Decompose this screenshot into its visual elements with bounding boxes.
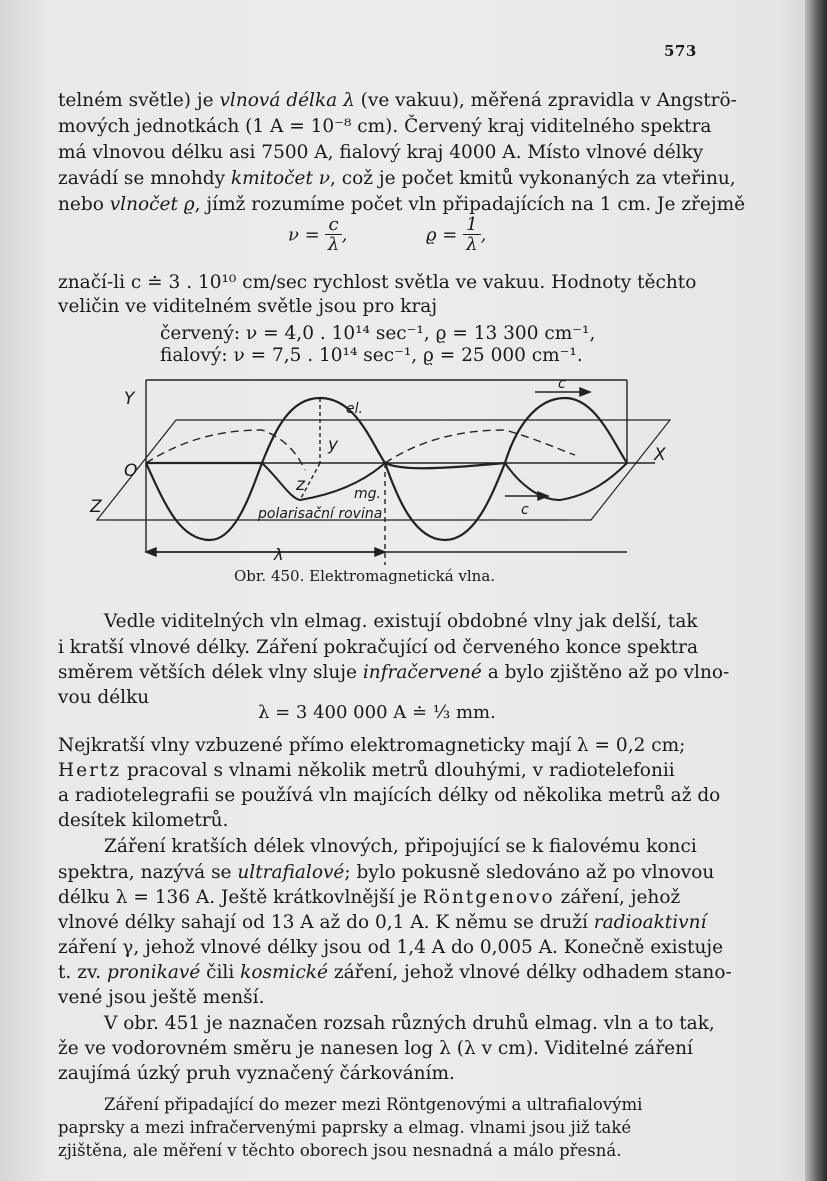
label-polarisation-plane: polarisační rovina [258, 506, 383, 522]
lambda-arrow-left [146, 548, 156, 556]
para4-line3: a radiotelegrafii se používá vln majících délky od několika metrů až do [58, 785, 721, 806]
page-number: 573 [664, 42, 697, 60]
para5-line1: Záření kratších délek vlnových, připojující se k fialovému konci [104, 836, 697, 857]
para6-line1: V obr. 451 je naznačen rozsah různých druhů elmag. vln a to tak, [104, 1013, 715, 1034]
label-O: O [124, 461, 138, 481]
polarisation-plane [97, 420, 670, 520]
note-line3: zjištěna, ale měření v těchto oborech jsou nesnadná a málo přesná. [58, 1141, 622, 1160]
lambda-arrow-right [375, 548, 385, 556]
note-line1: Záření připadající do mezer mezi Röntgenovými a ultrafialovými [104, 1095, 643, 1114]
para3-line3: směrem větších délek vlny sluje infračervené a bylo zjištěno až po vlno- [58, 662, 730, 683]
note-line2: paprsky a mezi infračervenými paprsky a elmag. vlnami jsou již také [58, 1118, 632, 1137]
para6-line2: že ve vodorovném směru je nanesen log λ (λ v cm). Viditelné záření [58, 1038, 693, 1059]
label-c-bottom: c [521, 502, 529, 518]
label-lambda: λ [274, 545, 284, 564]
para3-line1: Vedle viditelných vln elmag. existují obdobné vlny jak delší, tak [104, 611, 698, 632]
para5-line5: záření γ, jehož vlnové délky jsou od 1,4 A do 0,005 A. Konečně existuje [58, 937, 724, 958]
para5-line3: délku λ = 136 A. Ještě krátkovlnější je Röntgenovo záření, jehož [58, 887, 681, 908]
para1-line1: telném světle) je vlnová délka λ (ve vakuu), měřená zpravidla v Angströ- [58, 90, 737, 111]
para2-line1: značí-li c ≐ 3 . 10¹⁰ cm/sec rychlost světla ve vakuu. Hodnoty těchto [58, 272, 697, 293]
c-arrow-top-head [580, 388, 590, 396]
para5-line7: vené jsou ještě menší. [58, 987, 265, 1008]
para3-line4: vou délku [58, 687, 150, 708]
para5-line2: spektra, nazývá se ultrafialové; bylo pokusně sledováno až po vlnovou [58, 862, 715, 883]
label-el: el. [346, 401, 363, 417]
para6-line3: zaujímá úzký pruh vyznačený čárkováním. [58, 1063, 455, 1084]
values-red-edge: červený: ν = 4,0 . 10¹⁴ sec⁻¹, ϱ = 13 300 cm⁻¹, [160, 323, 596, 344]
electric-field-wave-trough2 [385, 463, 505, 540]
formula-infrared-limit: λ = 3 400 000 A ≐ ⅓ mm. [258, 702, 496, 723]
figure-caption: Obr. 450. Elektromagnetická vlna. [234, 567, 496, 585]
electric-field-wave [146, 398, 627, 468]
label-Y: Y [124, 389, 135, 409]
para4-line4: desítek kilometrů. [58, 810, 229, 831]
formula-wavenumber: ϱ = $\frac{1}{\lambda}$ , [426, 214, 487, 255]
para5-line4: vlnové délky sahají od 13 A až do 0,1 A. K němu se druží radioaktivní [58, 912, 707, 933]
label-X: X [654, 445, 666, 465]
para2-line2: veličin ve viditelném světle jsou pro kraj [58, 296, 438, 317]
para1-line4: zavádí se mnohdy kmitočet ν, což je počet kmitů vykonaných za vteřinu, [58, 168, 736, 189]
para3-line2: i kratší vlnové délky. Záření pokračující od červeného konce spektra [58, 637, 698, 658]
para4-line2: Hertz pracoval s vlnami několik metrů dlouhými, v radiotelefonii [58, 760, 675, 781]
label-z: z [296, 475, 305, 495]
magnetic-field-wave-front2 [505, 463, 627, 500]
para5-line6: t. zv. pronikavé čili kosmické záření, jehož vlnové délky odhadem stano- [58, 962, 732, 983]
label-Z: Z [90, 497, 102, 517]
para4-line1: Nejkratší vlny vzbuzené přímo elektromagneticky mají λ = 0,2 cm; [58, 735, 686, 756]
magnetic-field-wave-back2 [385, 430, 575, 463]
formula-frequency: ν = $\frac{c}{\lambda}$ , [288, 214, 348, 255]
label-mg: mg. [354, 486, 381, 502]
label-c-top: c [558, 376, 566, 392]
para1-line3: má vlnovou délku asi 7500 A, fialový kraj 4000 A. Místo vlnové délky [58, 142, 704, 163]
electric-field-wave-trough1 [146, 463, 262, 540]
para1-line5: nebo vlnočet ϱ, jímž rozumíme počet vln připadajících na 1 cm. Je zřejmě [58, 194, 746, 215]
label-y: y [328, 435, 339, 455]
para1-line2: mových jednotkách (1 A = 10⁻⁸ cm). Červený kraj viditelného spektra [58, 116, 712, 137]
values-violet-edge: fialový: ν = 7,5 . 10¹⁴ sec⁻¹, ϱ = 25 000 cm⁻¹. [160, 345, 583, 366]
